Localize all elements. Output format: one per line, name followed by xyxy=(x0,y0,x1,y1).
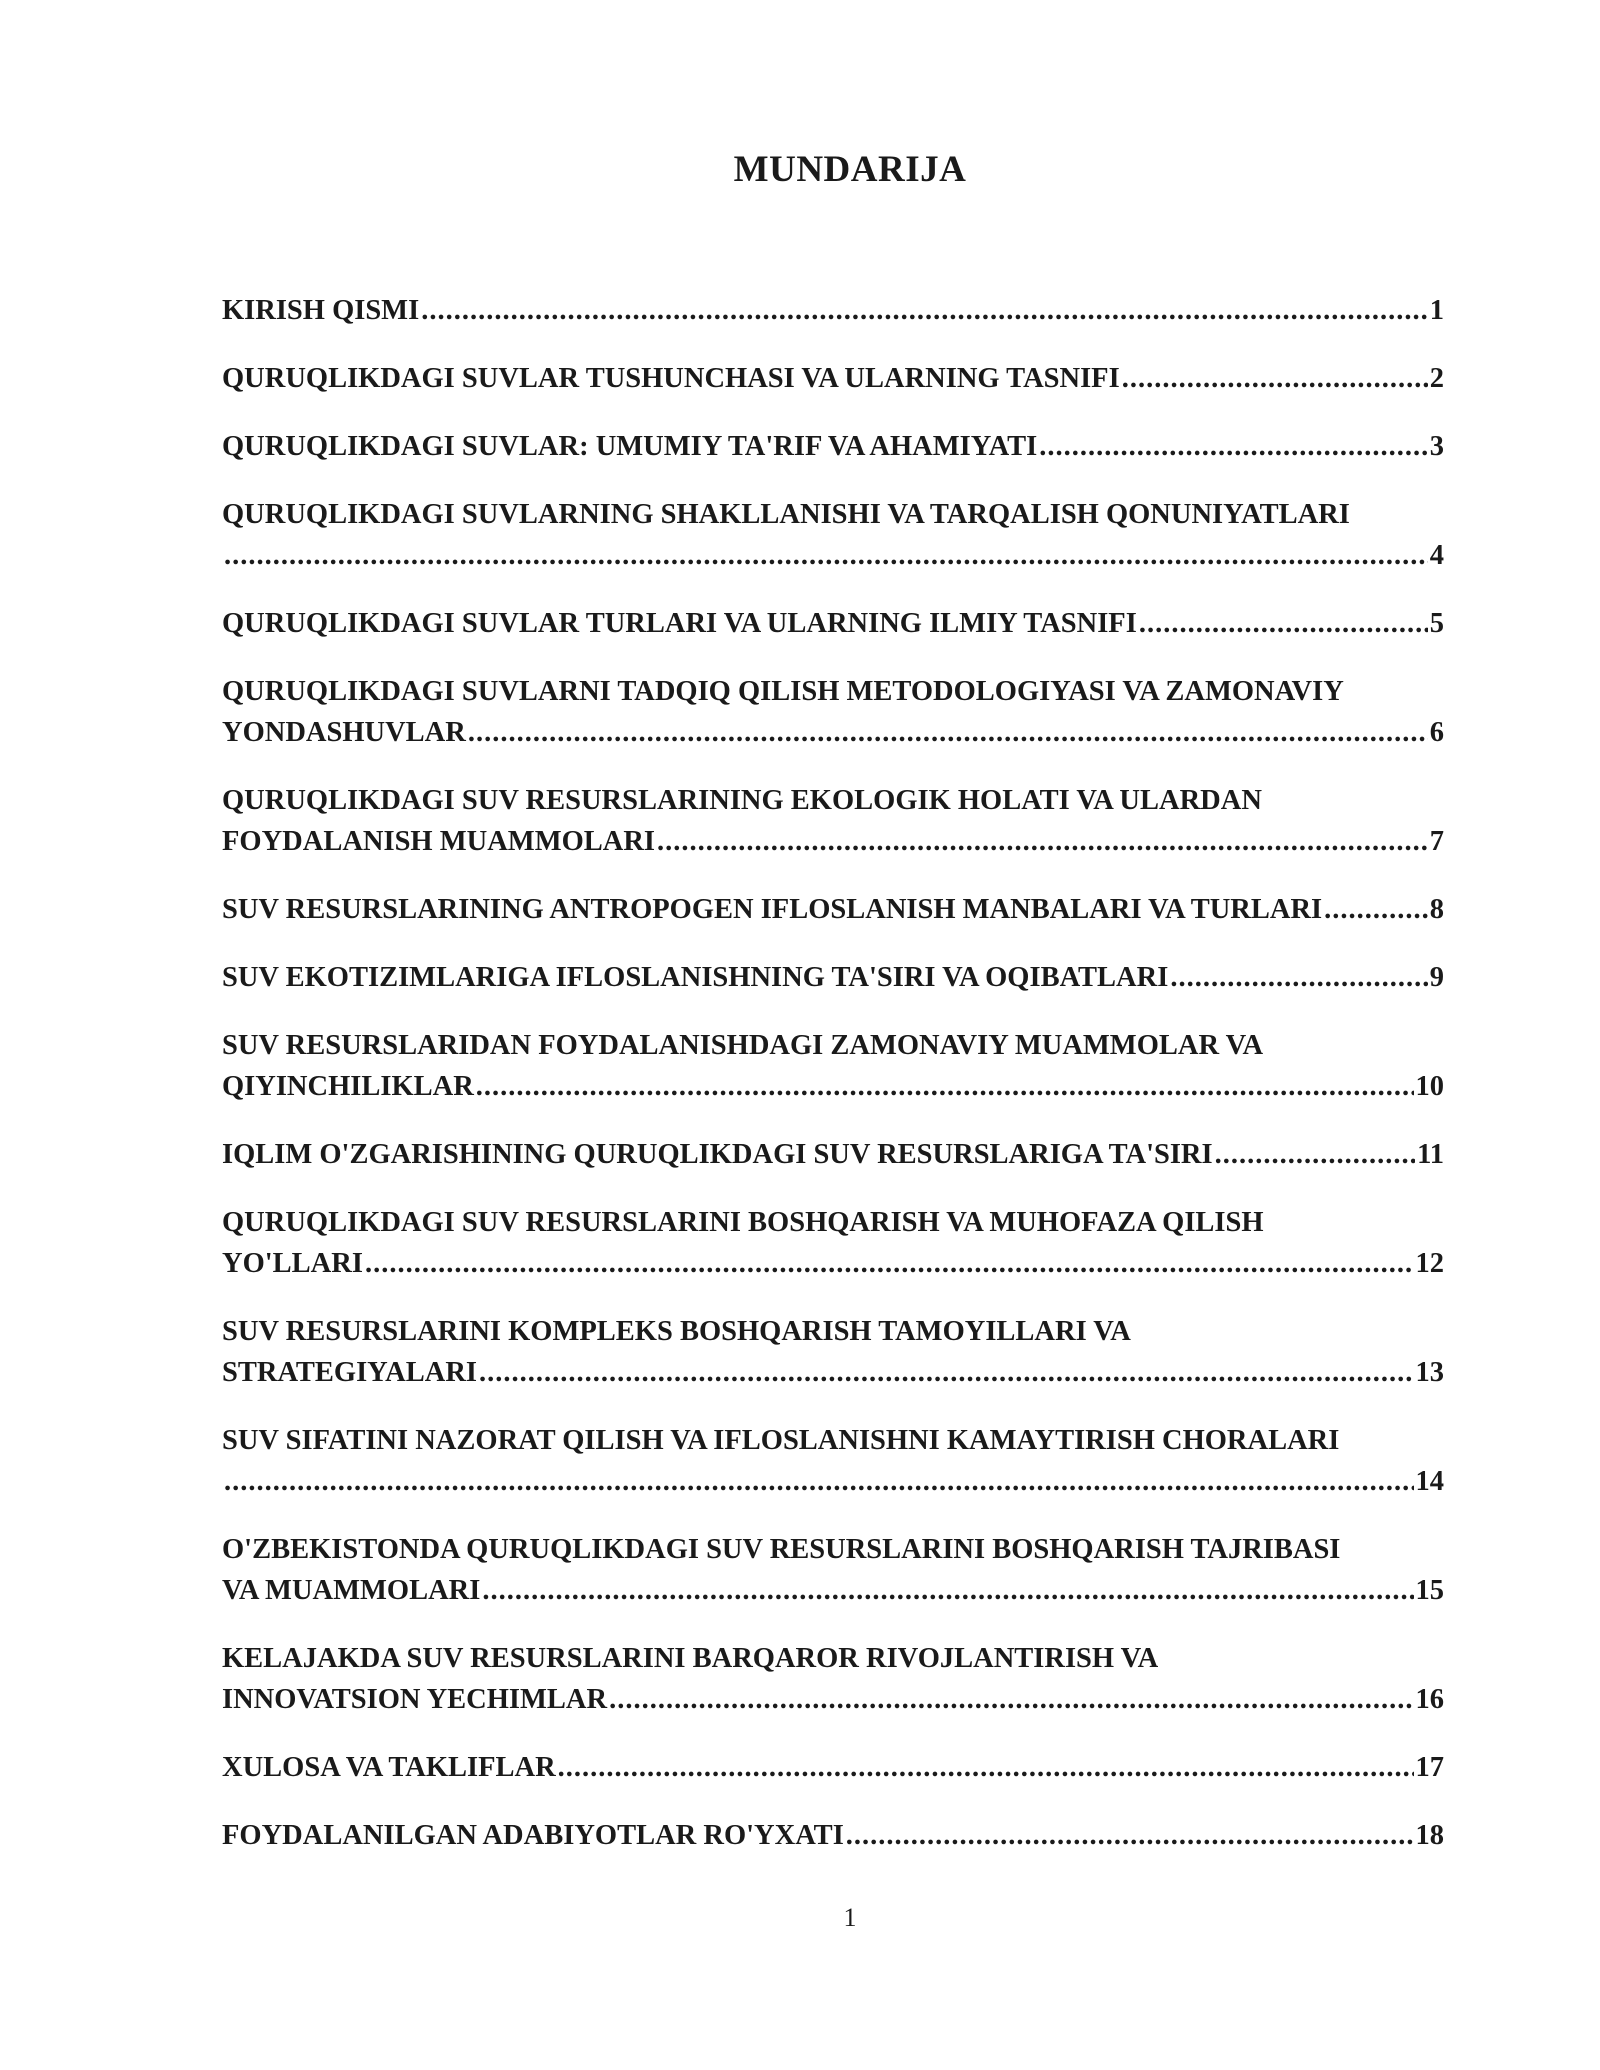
dot-leader xyxy=(846,1815,1414,1856)
toc-entry-title: INNOVATSION YECHIMLAR xyxy=(222,1684,608,1715)
toc-entry-title-line: QURUQLIKDAGI SUVLARNING SHAKLLANISHI VA TARQALISH QONUNIYATLARI xyxy=(222,499,1350,530)
toc-entry-title-line: KELAJAKDA SUV RESURSLARINI BARQAROR RIVOJLANTIRISH VA xyxy=(222,1643,1159,1674)
toc-entry[interactable] xyxy=(222,957,1444,998)
toc-entry-title-line: O'ZBEKISTONDA QURUQLIKDAGI SUV RESURSLARINI BOSHQARISH TAJRIBASI xyxy=(222,1534,1341,1565)
toc-entry[interactable] xyxy=(222,358,1444,399)
dot-leader xyxy=(1122,358,1428,399)
toc-entry-title: YO'LLARI xyxy=(222,1248,363,1279)
toc-entry[interactable] xyxy=(222,1025,1444,1107)
dot-leader xyxy=(224,1461,1414,1502)
toc-entry-title: IQLIM O'ZGARISHINING QURUQLIKDAGI SUV RESURSLARIGA TA'SIRI xyxy=(222,1139,1213,1170)
dot-leader xyxy=(558,1747,1414,1788)
toc-entry-page-number: 14 xyxy=(1415,1466,1444,1497)
toc-entry-page-number: 6 xyxy=(1429,717,1444,748)
dot-leader xyxy=(482,1570,1413,1611)
toc-entry-title: SUV EKOTIZIMLARIGA IFLOSLANISHNING TA'SIRI VA OQIBATLARI xyxy=(222,962,1169,993)
toc-entry-page-number: 3 xyxy=(1429,431,1444,462)
toc-entry-page-number: 17 xyxy=(1415,1752,1444,1783)
toc-entry[interactable] xyxy=(222,290,1444,331)
toc-entry-page-number: 4 xyxy=(1429,540,1444,571)
toc-entry-title: QURUQLIKDAGI SUVLAR TUSHUNCHASI VA ULARNING TASNIFI xyxy=(222,363,1120,394)
toc-title: MUNDARIJA xyxy=(733,149,967,190)
toc-entry-title-line: QURUQLIKDAGI SUV RESURSLARINING EKOLOGIK HOLATI VA ULARDAN xyxy=(222,785,1262,816)
toc-entry-page-number: 9 xyxy=(1429,962,1444,993)
dot-leader xyxy=(1039,426,1428,467)
toc-entry-page-number: 12 xyxy=(1415,1248,1444,1279)
toc-entry[interactable] xyxy=(222,426,1444,467)
toc-entry-page-number: 8 xyxy=(1429,894,1444,925)
toc-entry-title: STRATEGIYALARI xyxy=(222,1357,477,1388)
toc-entry[interactable] xyxy=(222,671,1444,753)
toc-entry-page-number: 16 xyxy=(1415,1684,1444,1715)
toc-entry-title: QURUQLIKDAGI SUVLAR: UMUMIY TA'RIF VA AHAMIYATI xyxy=(222,431,1038,462)
toc-entry-page-number: 15 xyxy=(1415,1575,1444,1606)
toc-entry-title: QURUQLIKDAGI SUVLAR TURLARI VA ULARNING ILMIY TASNIFI xyxy=(222,608,1137,639)
dot-leader xyxy=(224,535,1428,576)
toc-entry-page-number: 10 xyxy=(1415,1071,1444,1102)
toc-entry-title: QIYINCHILIKLAR xyxy=(222,1071,474,1102)
toc-entry-page-number: 13 xyxy=(1415,1357,1444,1388)
dot-leader xyxy=(421,290,1428,331)
toc-entry-title: KIRISH QISMI xyxy=(222,295,420,326)
toc-entry-title: YONDASHUVLAR xyxy=(222,717,466,748)
toc-entry-page-number: 7 xyxy=(1429,826,1444,857)
toc-entry[interactable] xyxy=(222,889,1444,930)
toc-entry-page-number: 18 xyxy=(1415,1820,1444,1851)
toc-entry[interactable] xyxy=(222,1815,1444,1856)
toc-entry-title-line: QURUQLIKDAGI SUVLARNI TADQIQ QILISH METODOLOGIYASI VA ZAMONAVIY xyxy=(222,676,1344,707)
dot-leader xyxy=(479,1352,1414,1393)
toc-entry[interactable] xyxy=(222,780,1444,862)
toc-entry[interactable] xyxy=(222,1747,1444,1788)
toc-entry[interactable] xyxy=(222,1420,1444,1502)
toc-entry-title: XULOSA VA TAKLIFLAR xyxy=(222,1752,556,1783)
dot-leader xyxy=(1139,603,1428,644)
toc-entry-title-line: QURUQLIKDAGI SUV RESURSLARINI BOSHQARISH VA MUHOFAZA QILISH xyxy=(222,1207,1264,1238)
toc-entry[interactable] xyxy=(222,1311,1444,1393)
dot-leader xyxy=(609,1679,1413,1720)
dot-leader xyxy=(476,1066,1414,1107)
toc-entry-page-number: 5 xyxy=(1429,608,1444,639)
toc-entry[interactable] xyxy=(222,1529,1444,1611)
dot-leader xyxy=(468,712,1428,753)
toc-entry-title-line: SUV RESURSLARINI KOMPLEKS BOSHQARISH TAMOYILLARI VA xyxy=(222,1316,1131,1347)
dot-leader xyxy=(1215,1134,1415,1175)
toc-entry-title: SUV RESURSLARINING ANTROPOGEN IFLOSLANISH MANBALARI VA TURLARI xyxy=(222,894,1323,925)
toc-entry[interactable] xyxy=(222,1202,1444,1284)
toc-entry[interactable] xyxy=(222,1638,1444,1720)
toc-entry-title-line: SUV RESURSLARIDAN FOYDALANISHDAGI ZAMONAVIY MUAMMOLAR VA xyxy=(222,1030,1264,1061)
toc-entry-page-number: 11 xyxy=(1417,1139,1444,1170)
toc-entry-page-number: 1 xyxy=(1429,295,1444,326)
toc-entry[interactable] xyxy=(222,603,1444,644)
dot-leader xyxy=(657,821,1428,862)
dot-leader xyxy=(365,1243,1414,1284)
toc-entry-title: FOYDALANISH MUAMMOLARI xyxy=(222,826,656,857)
page-number: 1 xyxy=(843,1903,857,1932)
table-of-contents xyxy=(222,290,1444,1883)
toc-entry-title-line: SUV SIFATINI NAZORAT QILISH VA IFLOSLANISHNI KAMAYTIRISH CHORALARI xyxy=(222,1425,1340,1456)
toc-entry-title: FOYDALANILGAN ADABIYOTLAR RO'YXATI xyxy=(222,1820,844,1851)
dot-leader xyxy=(1170,957,1427,998)
toc-entry[interactable] xyxy=(222,494,1444,576)
toc-entry-title: VA MUAMMOLARI xyxy=(222,1575,481,1606)
toc-entry[interactable] xyxy=(222,1134,1444,1175)
toc-entry-page-number: 2 xyxy=(1429,363,1444,394)
dot-leader xyxy=(1324,889,1428,930)
